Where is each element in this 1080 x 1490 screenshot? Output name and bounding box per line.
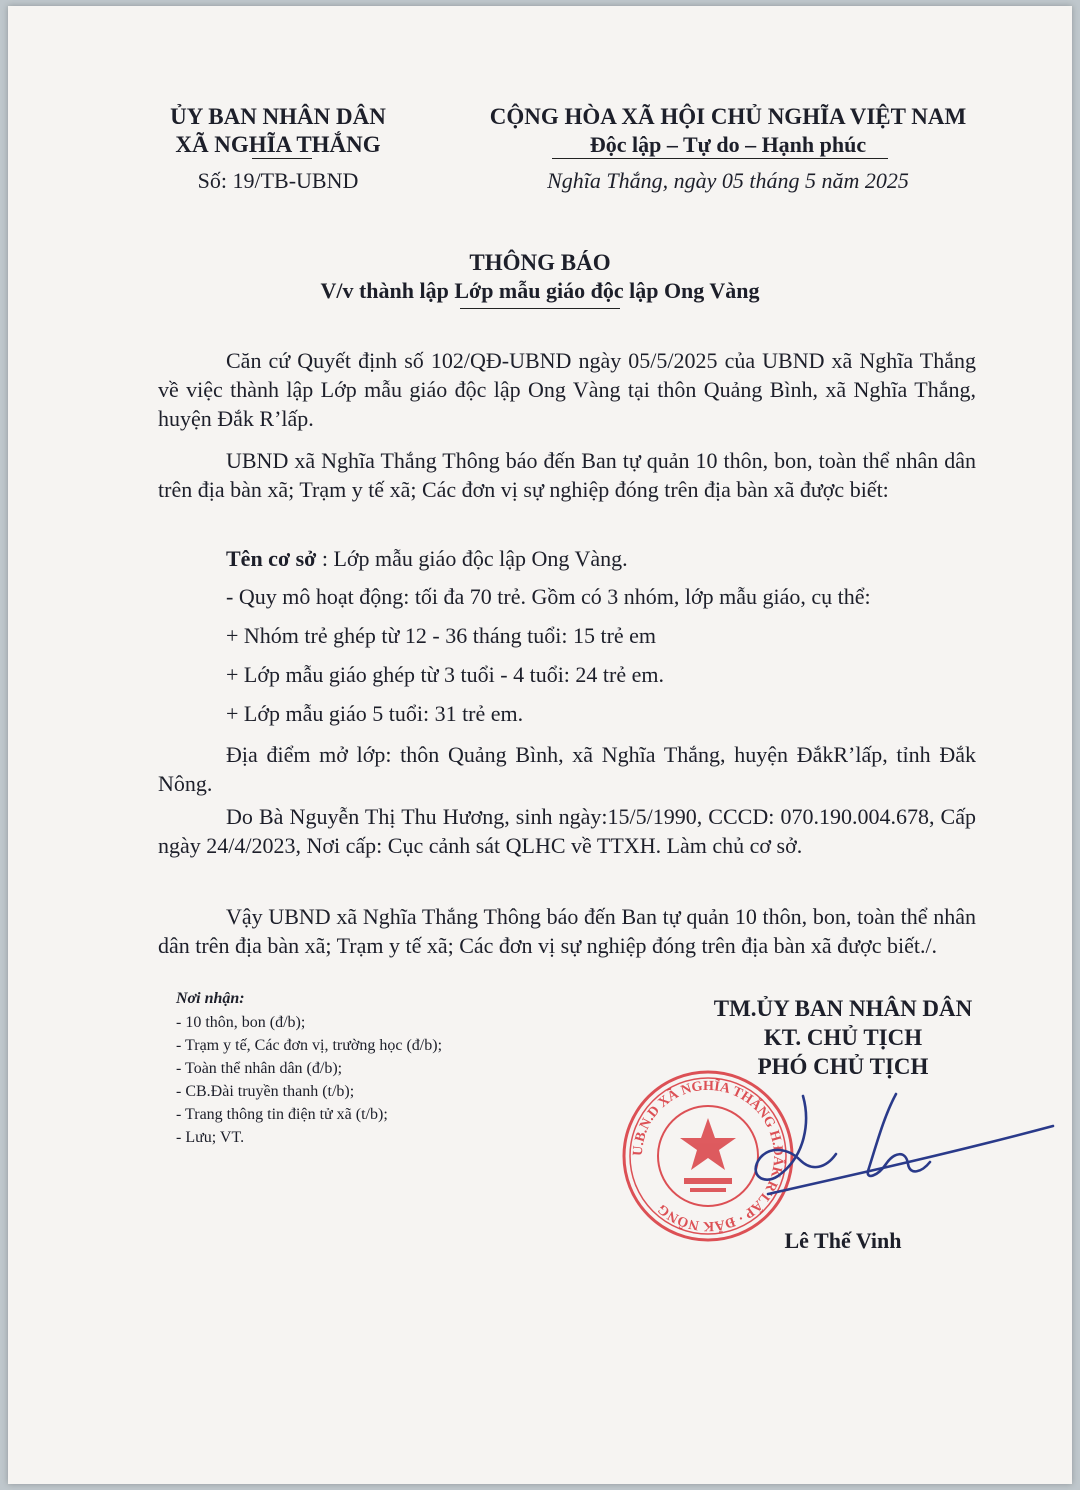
paragraph-owner: Do Bà Nguyễn Thị Thu Hương, sinh ngày:15/5/1990, CCCD: 070.190.004.678, Cấp ngày 24/4/2023, Nơi cấp: Cục cảnh sát QLHC về TTXH. Làm chủ cơ sở. <box>158 804 976 858</box>
signature-scribble-icon <box>708 1076 1068 1216</box>
document-page <box>8 6 1072 1484</box>
facility-name-label: Tên cơ sở <box>226 546 317 571</box>
signature-org: TM.ỦY BAN NHÂN DÂN <box>713 996 973 1021</box>
subject-underline <box>460 308 620 309</box>
paragraph-legal-basis: Căn cứ Quyết định số 102/QĐ-UBND ngày 05/5/2025 của UBND xã Nghĩa Thắng về việc thành lập Lớp mẫu giáo độc lập Ong Vàng tại thôn Quảng Bình, xã Nghĩa Thắng, huyện Đắk R’lấp. <box>158 348 976 431</box>
paragraph-announcement: UBND xã Nghĩa Thắng Thông báo đến Ban tự quản 10 thôn, bon, toàn thể nhân dân trên địa bàn xã; Trạm y tế xã; Các đơn vị sự nghiệp đóng trên địa bàn xã được biết: <box>158 448 976 502</box>
facility-name-line <box>226 546 628 572</box>
recipient-item: - 10 thôn, bon (đ/b); <box>176 1014 306 1031</box>
group-3-line: + Lớp mẫu giáo 5 tuổi: 31 trẻ em. <box>226 701 524 726</box>
recipient-item: - Toàn thể nhân dân (đ/b); <box>176 1060 343 1077</box>
recipient-item: - Trạm y tế, Các đơn vị, trường học (đ/b); <box>176 1037 443 1054</box>
facility-name-value: : Lớp mẫu giáo độc lập Ong Vàng. <box>321 546 628 571</box>
org-underline <box>252 158 312 159</box>
motto-underline <box>552 158 888 159</box>
signature-role-2: PHÓ CHỦ TỊCH <box>757 1054 929 1079</box>
paragraph-closing: Vậy UBND xã Nghĩa Thắng Thông báo đến Ban tự quản 10 thôn, bon, toàn thể nhân dân trên địa bàn xã; Trạm y tế xã; Các đơn vị sự nghiệp đóng trên địa bàn xã được biết./. <box>158 904 976 958</box>
stamp-text: U.B.N.D XÃ NGHĨA THẮNG H.ĐẮK R'LẤP · ĐẮK NÔNG <box>630 1078 786 1234</box>
republic-title: CỘNG HÒA XÃ HỘI CHỦ NGHĨA VIỆT NAM <box>489 104 967 129</box>
scale-line: - Quy mô hoạt động: tối đa 70 trẻ. Gồm có 3 nhóm, lớp mẫu giáo, cụ thể: <box>226 584 871 609</box>
group-2-line: + Lớp mẫu giáo ghép từ 3 tuổi - 4 tuổi: 24 trẻ em. <box>226 662 665 687</box>
recipients-label: Nơi nhận: <box>176 990 245 1007</box>
handwritten-signature <box>708 1076 1068 1216</box>
paragraph-location: Địa điểm mở lớp: thôn Quảng Bình, xã Nghĩa Thắng, huyện ĐắkR’lấp, tỉnh Đắk Nông. <box>158 742 976 796</box>
group-1-line: + Nhóm trẻ ghép từ 12 - 36 tháng tuổi: 15 trẻ em <box>226 623 657 648</box>
recipient-item: - Lưu; VT. <box>176 1129 245 1146</box>
document-subject: V/v thành lập Lớp mẫu giáo độc lập Ong Vàng <box>320 278 760 303</box>
recipient-item: - Trang thông tin điện tử xã (t/b); <box>176 1106 388 1123</box>
org-name-line1: ỦY BAN NHÂN DÂN <box>170 104 386 129</box>
signer-name: Lê Thế Vinh <box>784 1228 902 1253</box>
signature-role-1: KT. CHỦ TỊCH <box>763 1025 923 1050</box>
document-title: THÔNG BÁO <box>469 250 611 275</box>
republic-motto: Độc lập – Tự do – Hạnh phúc <box>589 132 867 157</box>
doc-number: Số: 19/TB-UBND <box>197 168 359 193</box>
org-name-line2: XÃ NGHĨA THẮNG <box>175 132 381 157</box>
recipient-item: - CB.Đài truyền thanh (t/b); <box>176 1083 355 1100</box>
place-date: Nghĩa Thắng, ngày 05 tháng 5 năm 2025 <box>547 168 909 193</box>
